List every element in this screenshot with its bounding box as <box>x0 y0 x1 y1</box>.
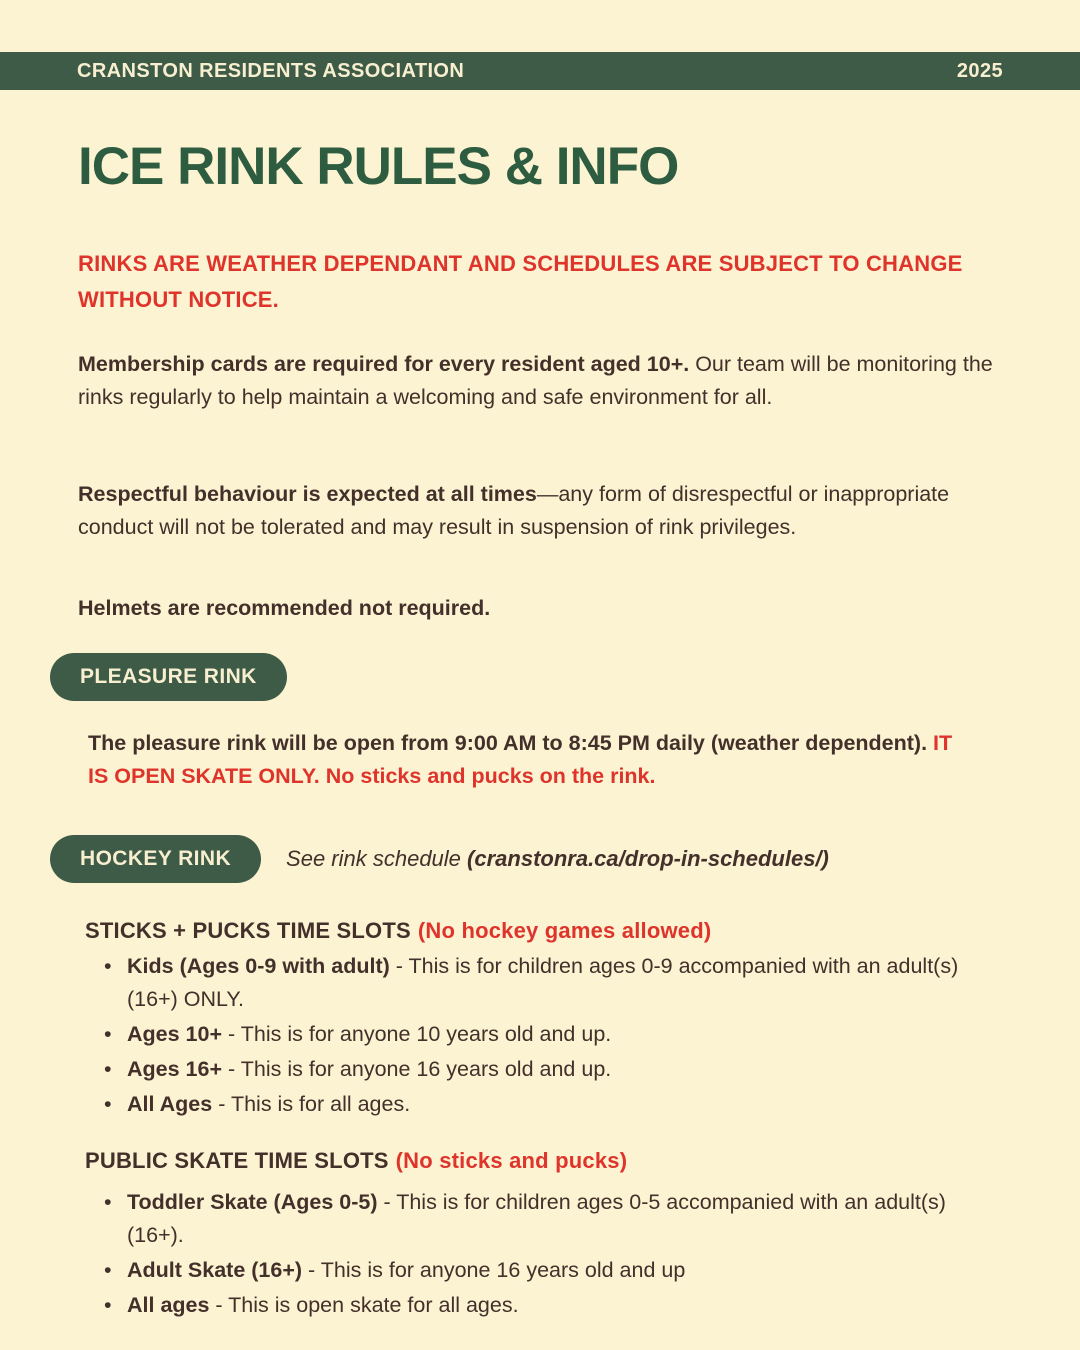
slot-desc: - This is for anyone 16 years old and up. <box>222 1057 612 1081</box>
sticks-pucks-heading-note: (No hockey games allowed) <box>417 918 712 943</box>
year-label: 2025 <box>956 59 1003 82</box>
slot-term: All Ages <box>127 1092 213 1116</box>
membership-paragraph <box>78 348 1008 414</box>
slot-desc: - This is open skate for all ages. <box>209 1293 519 1317</box>
slot-term: Adult Skate (16+) <box>127 1258 303 1282</box>
slot-term: Toddler Skate (Ages 0-5) <box>127 1190 378 1214</box>
list-item <box>100 1186 990 1252</box>
list-item <box>100 1053 990 1086</box>
slot-desc: - This is for anyone 10 years old and up. <box>222 1022 612 1046</box>
slot-term: All ages <box>127 1293 210 1317</box>
membership-bold-text: Membership cards are required for every resident aged 10+. <box>78 352 690 376</box>
header-bar <box>0 52 1080 90</box>
public-skate-heading <box>85 1148 1015 1174</box>
membership-rest-text: Our team will be monitoring the rinks regularly to help maintain a welcoming and safe environment for all. <box>78 352 993 409</box>
pleasure-rink-paragraph <box>88 727 968 793</box>
sticks-pucks-list <box>100 950 990 1123</box>
list-item <box>100 1088 990 1121</box>
slot-term: Kids (Ages 0-9 with adult) <box>127 954 390 978</box>
slot-term: Ages 10+ <box>127 1022 223 1046</box>
pleasure-hours-text: The pleasure rink will be open from 9:00 AM to 8:45 PM daily (weather dependent). <box>88 731 934 755</box>
list-item <box>100 1289 990 1322</box>
respectful-paragraph <box>78 478 1008 544</box>
slot-term: Ages 16+ <box>127 1057 223 1081</box>
schedule-note-text: See rink schedule <box>286 846 468 871</box>
list-item <box>100 1254 990 1287</box>
public-skate-heading-note: (No sticks and pucks) <box>395 1148 628 1173</box>
schedule-note <box>286 846 829 872</box>
list-item <box>100 950 990 1016</box>
helmets-note: Helmets are recommended not required. <box>78 596 491 620</box>
sticks-pucks-heading <box>85 918 1015 944</box>
open-skate-warning-text: IT IS OPEN SKATE ONLY. No sticks and pucks on the rink. <box>88 731 953 788</box>
weather-alert-text: RINKS ARE WEATHER DEPENDANT AND SCHEDULES ARE SUBJECT TO CHANGE WITHOUT NOTICE. <box>78 251 963 312</box>
slot-desc: - This is for children ages 0-5 accompanied with an adult(s) (16+). <box>127 1190 946 1247</box>
sticks-pucks-heading-text: STICKS + PUCKS TIME SLOTS <box>85 918 411 943</box>
respectful-rest-text: —any form of disrespectful or inappropriate conduct will not be tolerated and may result in suspension of rink privileges. <box>78 482 950 539</box>
page-title: ICE RINK RULES & INFO <box>78 137 679 196</box>
hockey-rink-row <box>50 835 829 883</box>
list-item <box>100 1018 990 1051</box>
public-skate-list <box>100 1186 990 1324</box>
schedule-url-text: (cranstonra.ca/drop-in-schedules/) <box>467 846 829 871</box>
hockey-rink-badge: HOCKEY RINK <box>50 835 261 883</box>
slot-desc: - This is for children ages 0-9 accompanied with an adult(s) (16+) ONLY. <box>127 954 959 1011</box>
pleasure-rink-badge: PLEASURE RINK <box>50 653 287 701</box>
slot-desc: - This is for all ages. <box>212 1092 411 1116</box>
respectful-bold-text: Respectful behaviour is expected at all times <box>78 482 537 506</box>
slot-desc: - This is for anyone 16 years old and up <box>302 1258 686 1282</box>
org-name: CRANSTON RESIDENTS ASSOCIATION <box>77 59 465 82</box>
public-skate-heading-text: PUBLIC SKATE TIME SLOTS <box>85 1148 389 1173</box>
